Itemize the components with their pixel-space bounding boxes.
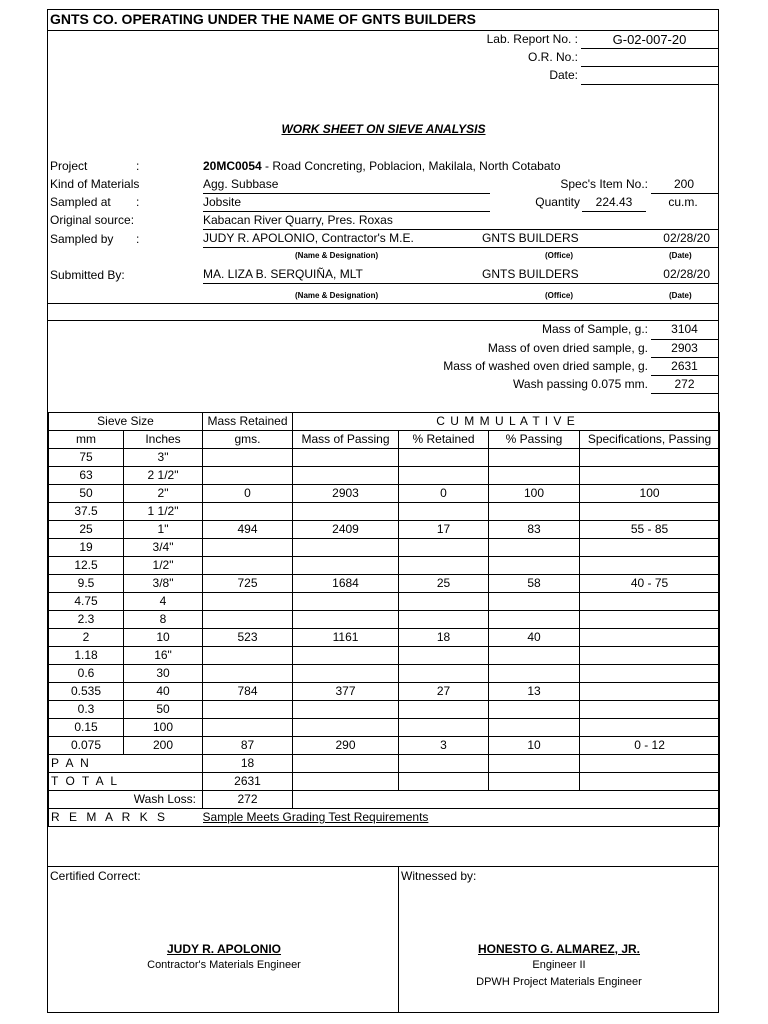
project-value (203, 159, 561, 173)
spec-header: Specifications, Passing (580, 431, 720, 449)
table-row (49, 467, 720, 485)
sampled-by-date: 02/28/20 (663, 231, 710, 245)
office-caption: (Office) (545, 251, 573, 260)
sieve-inches-cell: 40 (124, 683, 203, 701)
pct-passing-cell: 40 (489, 629, 580, 647)
spec-passing-cell (580, 701, 720, 719)
value-line (651, 357, 718, 358)
cumulative-header: C U M M U L A T I V E (293, 413, 720, 431)
mass-passing-cell (293, 557, 399, 575)
spec-passing-cell (580, 503, 720, 521)
table-row (49, 719, 720, 737)
mass-retained-cell (203, 557, 293, 575)
spec-passing-cell (580, 557, 720, 575)
pct-retained-cell (399, 557, 489, 575)
table-row (49, 737, 720, 755)
mass-retained-cell: 523 (203, 629, 293, 647)
pct-passing-cell: 100 (489, 485, 580, 503)
spec-passing-cell (580, 449, 720, 467)
submitted-value: MA. LIZA B. SERQUIÑA, MLT (203, 267, 363, 281)
mass-retained-cell: 784 (203, 683, 293, 701)
wash-loss-row (49, 791, 720, 809)
witnessed-label: Witnessed by: (401, 869, 477, 883)
gms-header: gms. (203, 431, 293, 449)
quantity-line (582, 211, 646, 212)
header-row (49, 431, 720, 449)
mass-passing-cell (293, 449, 399, 467)
mass-passing-cell (293, 665, 399, 683)
submitted-label: Submitted By: (50, 268, 125, 282)
inches-header: Inches (124, 431, 203, 449)
quantity-value: 224.43 (595, 195, 633, 209)
table-row (49, 611, 720, 629)
pan-value: 18 (203, 755, 293, 773)
pct-retained-cell (399, 647, 489, 665)
pct-retained-cell: 18 (399, 629, 489, 647)
name-caption: (Name & Designation) (295, 291, 379, 300)
pct-retained-cell (399, 593, 489, 611)
sieve-mm-cell: 63 (49, 467, 124, 485)
mass-passing-cell: 2903 (293, 485, 399, 503)
mass-passing-cell (293, 467, 399, 485)
divider (398, 866, 399, 1013)
divider (48, 320, 718, 321)
project-desc: - Road Concreting, Poblacion, Makilala, North Cotabato (261, 159, 561, 173)
mass-retained-header: Mass Retained (203, 413, 293, 431)
wash-loss-value: 272 (203, 791, 293, 809)
mass-passing-cell (293, 701, 399, 719)
pct-retained-cell (399, 701, 489, 719)
mass-retained-cell (203, 539, 293, 557)
kind-label: Kind of Materials (50, 177, 140, 191)
table-row (49, 701, 720, 719)
date-label: Date: (549, 68, 578, 82)
mass-passing-cell: 1161 (293, 629, 399, 647)
table-row (49, 485, 720, 503)
source-line (203, 229, 718, 230)
left-signatory-title: Contractor's Materials Engineer (147, 959, 301, 971)
mass-retained-cell (203, 449, 293, 467)
total-row (49, 773, 720, 791)
table-row (49, 593, 720, 611)
pct-retained-cell: 25 (399, 575, 489, 593)
spec-passing-cell (580, 629, 720, 647)
mass-passing-cell (293, 647, 399, 665)
pct-passing-header: % Passing (489, 431, 580, 449)
total-label: T O T A L (49, 773, 203, 791)
spec-passing-cell: 55 - 85 (580, 521, 720, 539)
sieve-mm-cell: 4.75 (49, 593, 124, 611)
company-name: GNTS CO. OPERATING UNDER THE NAME OF GNTS BUILDERS (50, 11, 476, 27)
mass-retained-cell: 494 (203, 521, 293, 539)
value-line (651, 339, 718, 340)
date-line[interactable] (581, 84, 718, 85)
pct-retained-cell (399, 611, 489, 629)
cell (293, 773, 399, 791)
sieve-mm-cell: 0.3 (49, 701, 124, 719)
sieve-inches-cell: 2" (124, 485, 203, 503)
project-code: 20MC0054 (203, 159, 262, 173)
pan-row (49, 755, 720, 773)
mass-retained-cell (203, 611, 293, 629)
remarks-row (49, 809, 720, 827)
cell (399, 773, 489, 791)
sieve-inches-cell: 30 (124, 665, 203, 683)
pct-retained-header: % Retained (399, 431, 489, 449)
mass-washed-label: Mass of washed oven dried sample, g. (443, 359, 648, 373)
sieve-inches-cell: 50 (124, 701, 203, 719)
wash-passing-label: Wash passing 0.075 mm. (513, 377, 648, 391)
pct-passing-cell: 58 (489, 575, 580, 593)
spec-item-value: 200 (673, 177, 695, 191)
divider (48, 866, 718, 867)
table-row (49, 521, 720, 539)
spec-passing-cell (580, 647, 720, 665)
source-value: Kabacan River Quarry, Pres. Roxas (203, 213, 393, 227)
wash-passing-value: 272 (674, 377, 695, 391)
pct-passing-cell (489, 557, 580, 575)
spec-passing-cell (580, 593, 720, 611)
mass-retained-cell (203, 719, 293, 737)
sieve-inches-cell: 3/4" (124, 539, 203, 557)
quantity-unit: cu.m. (668, 195, 698, 209)
lab-report-value[interactable]: G-02-007-20 (612, 32, 687, 47)
certified-label: Certified Correct: (50, 869, 141, 883)
sieve-inches-cell: 4 (124, 593, 203, 611)
spec-passing-cell (580, 611, 720, 629)
pct-passing-cell: 13 (489, 683, 580, 701)
mass-passing-cell (293, 719, 399, 737)
sampled-by-line (203, 247, 718, 248)
mass-sample-value: 3104 (671, 322, 698, 336)
sieve-inches-cell: 16" (124, 647, 203, 665)
pct-retained-cell (399, 539, 489, 557)
sieve-inches-cell: 1 1/2" (124, 503, 203, 521)
pct-retained-cell: 17 (399, 521, 489, 539)
sieve-mm-cell: 9.5 (49, 575, 124, 593)
cell (293, 791, 720, 809)
mass-sample-label: Mass of Sample, g.: (541, 322, 648, 336)
table-row (49, 647, 720, 665)
cell (489, 755, 580, 773)
sieve-mm-cell: 50 (49, 485, 124, 503)
mass-passing-cell (293, 611, 399, 629)
mass-retained-cell (203, 467, 293, 485)
mass-passing-cell: 1684 (293, 575, 399, 593)
header-row (49, 413, 720, 431)
right-signatory-title2: DPWH Project Materials Engineer (476, 976, 642, 988)
sieve-size-header: Sieve Size (49, 413, 203, 431)
sieve-mm-cell: 1.18 (49, 647, 124, 665)
mass-passing-cell: 2409 (293, 521, 399, 539)
sampled-by-label: Sampled by (50, 232, 114, 246)
mass-oven-label: Mass of oven dried sample, g. (487, 341, 648, 355)
pct-retained-cell (399, 449, 489, 467)
mass-retained-cell (203, 701, 293, 719)
pct-retained-cell: 3 (399, 737, 489, 755)
spec-passing-cell: 40 - 75 (580, 575, 720, 593)
sampled-at-value: Jobsite (203, 195, 242, 209)
spec-passing-cell (580, 719, 720, 737)
project-label: Project (50, 159, 88, 173)
spec-item-label: Spec's Item No.: (560, 177, 648, 191)
date-caption: (Date) (669, 251, 692, 260)
pct-passing-cell (489, 701, 580, 719)
sieve-analysis-sheet (47, 9, 719, 1013)
sieve-mm-cell: 0.6 (49, 665, 124, 683)
lab-report-label: Lab. Report No. : (486, 32, 578, 46)
wash-loss-label: Wash Loss: (49, 791, 203, 809)
kind-value: Agg. Subbase (203, 177, 279, 191)
divider (48, 30, 718, 31)
sampled-by-office: GNTS BUILDERS (482, 231, 579, 245)
worksheet-title: WORK SHEET ON SIEVE ANALYSIS (281, 122, 486, 136)
sieve-mm-cell: 2 (49, 629, 124, 647)
pct-passing-cell (489, 503, 580, 521)
or-label: O.R. No.: (527, 50, 578, 64)
pct-passing-cell (489, 467, 580, 485)
pct-passing-cell: 83 (489, 521, 580, 539)
sieve-mm-cell: 0.15 (49, 719, 124, 737)
sieve-inches-cell: 8 (124, 611, 203, 629)
sieve-inches-cell: 1" (124, 521, 203, 539)
divider (48, 303, 718, 304)
sieve-inches-cell: 200 (124, 737, 203, 755)
mass-passing-cell (293, 539, 399, 557)
sampled-at-label: Sampled at (50, 195, 111, 209)
sieve-mm-cell: 12.5 (49, 557, 124, 575)
cell (580, 773, 720, 791)
mass-retained-cell (203, 665, 293, 683)
sieve-mm-cell: 25 (49, 521, 124, 539)
total-value: 2631 (203, 773, 293, 791)
cell (399, 755, 489, 773)
pct-retained-cell (399, 503, 489, 521)
pct-passing-cell (489, 593, 580, 611)
pct-passing-cell (489, 719, 580, 737)
name-caption: (Name & Designation) (295, 251, 379, 260)
sieve-mm-cell: 0.075 (49, 737, 124, 755)
mass-retained-cell (203, 503, 293, 521)
submitted-line (203, 283, 718, 284)
mass-washed-value: 2631 (671, 359, 698, 373)
pct-retained-cell (399, 665, 489, 683)
spec-passing-cell (580, 467, 720, 485)
spec-passing-cell: 100 (580, 485, 720, 503)
sieve-mm-cell: 0.535 (49, 683, 124, 701)
mass-retained-cell: 87 (203, 737, 293, 755)
spec-passing-cell (580, 683, 720, 701)
mass-retained-cell (203, 593, 293, 611)
left-signatory-name: JUDY R. APOLONIO (166, 942, 282, 956)
cell (580, 755, 720, 773)
mass-passing-cell (293, 593, 399, 611)
office-caption: (Office) (545, 291, 573, 300)
right-signatory-title1: Engineer II (532, 959, 586, 971)
mass-passing-cell (293, 503, 399, 521)
lab-report-line (581, 48, 718, 49)
source-label: Original source: (50, 213, 135, 227)
mass-passing-header: Mass of Passing (293, 431, 399, 449)
spec-item-line (651, 193, 718, 194)
cell (489, 773, 580, 791)
pct-passing-cell (489, 539, 580, 557)
table-row (49, 665, 720, 683)
kind-line (203, 193, 490, 194)
pct-passing-cell: 10 (489, 737, 580, 755)
table-row (49, 575, 720, 593)
pct-retained-cell: 27 (399, 683, 489, 701)
pct-retained-cell: 0 (399, 485, 489, 503)
project-colon: : (136, 159, 140, 173)
sieve-table (48, 412, 720, 827)
mass-retained-cell: 725 (203, 575, 293, 593)
or-line[interactable] (581, 66, 718, 67)
table-row (49, 683, 720, 701)
spec-passing-cell: 0 - 12 (580, 737, 720, 755)
sieve-inches-cell: 1/2" (124, 557, 203, 575)
value-line (651, 375, 718, 376)
sampled-by-colon: : (136, 232, 140, 246)
table-row (49, 449, 720, 467)
submitted-office: GNTS BUILDERS (482, 267, 579, 281)
cell (293, 755, 399, 773)
date-caption: (Date) (669, 291, 692, 300)
sieve-inches-cell: 2 1/2" (124, 467, 203, 485)
right-signatory-name: HONESTO G. ALMAREZ, JR. (477, 942, 640, 956)
remarks-value: Sample Meets Grading Test Requirements (202, 810, 429, 824)
sieve-inches-cell: 3/8" (124, 575, 203, 593)
pct-passing-cell (489, 665, 580, 683)
remarks-value-cell (203, 809, 720, 827)
pct-passing-cell (489, 449, 580, 467)
sieve-mm-cell: 19 (49, 539, 124, 557)
table-row (49, 503, 720, 521)
quantity-label: Quantity (535, 195, 580, 209)
sampled-at-line (203, 211, 490, 212)
pct-passing-cell (489, 611, 580, 629)
sieve-inches-cell: 10 (124, 629, 203, 647)
spec-passing-cell (580, 539, 720, 557)
table-row (49, 557, 720, 575)
sieve-inches-cell: 3" (124, 449, 203, 467)
pct-retained-cell (399, 719, 489, 737)
sieve-mm-cell: 75 (49, 449, 124, 467)
sieve-mm-cell: 2.3 (49, 611, 124, 629)
pct-passing-cell (489, 647, 580, 665)
pan-label: P A N (49, 755, 203, 773)
mass-passing-cell: 377 (293, 683, 399, 701)
spec-passing-cell (580, 665, 720, 683)
pct-retained-cell (399, 467, 489, 485)
mass-retained-cell: 0 (203, 485, 293, 503)
mass-retained-cell (203, 647, 293, 665)
submitted-date: 02/28/20 (663, 267, 710, 281)
mass-passing-cell: 290 (293, 737, 399, 755)
mm-header: mm (49, 431, 124, 449)
remarks-label: R E M A R K S (49, 809, 203, 827)
table-row (49, 629, 720, 647)
sieve-inches-cell: 100 (124, 719, 203, 737)
sieve-mm-cell: 37.5 (49, 503, 124, 521)
sampled-by-value: JUDY R. APOLONIO, Contractor's M.E. (203, 231, 414, 245)
table-row (49, 539, 720, 557)
value-line (651, 393, 718, 394)
mass-oven-value: 2903 (671, 341, 698, 355)
sampled-at-colon: : (136, 195, 140, 209)
